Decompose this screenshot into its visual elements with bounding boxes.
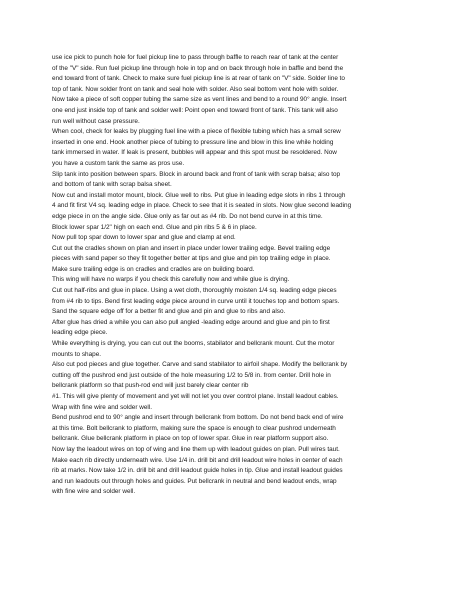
text-line: and bottom of tank with scrap balsa sheet.	[52, 181, 172, 189]
text-line: Make each rib directly underneath wire. Use 1/4 in. drill bit and drill leadout wire holes in center of each	[52, 456, 343, 464]
text-line: Now cut and install motor mount, block. Glue well to ribs. Put glue in leading edge slots in ribs 1 through	[52, 191, 346, 199]
text-line: After glue has dried a while you can also pull angled -leading edge around and glue and pin to first	[52, 318, 330, 326]
text-line: one end just inside top of tank and solder well: Point open end toward front of tank. This tank will also	[52, 106, 338, 114]
text-line: Now take a piece of soft copper tubing the same size as vent lines and bend to a round 90° angle. Insert	[52, 96, 347, 104]
text-line: mounts to shape.	[52, 350, 102, 358]
text-line: you have a custom tank the same as pros use.	[52, 159, 185, 167]
text-line: run well without case pressure.	[52, 117, 140, 125]
text-line: cutting off the pushrod end just outside of the hole measuring 1/2 to 5/8 in. from center. Drill hole in	[52, 371, 331, 379]
text-line: top of tank. Now solder front on tank and seal hole with solder. Also seal bottom vent hole with solder.	[52, 85, 339, 93]
text-line: Make sure trailing edge is on cradles and cradles are on building board.	[52, 265, 255, 273]
text-line: and run leadouts out through holes and guides. Put bellcrank in neutral and bend leadout ends, wrap	[52, 477, 337, 485]
text-line: Also cut pod pieces and glue together. Carve and sand stabilator to airfoil shape. Modify the bellcrank by	[52, 361, 348, 369]
text-line: leading edge piece.	[52, 329, 108, 337]
text-line: with fine wire and solder well.	[52, 488, 136, 496]
text-line: While everything is drying, you can cut out the booms, stabilator and bellcrank mount. Cut the motor	[52, 340, 335, 348]
text-line: at this time. Bolt bellcrank to platform, making sure the space is enough to clear pushrod underneath	[52, 424, 336, 432]
text-line: from #4 rib to tips. Bend first leading edge piece around in curve until it touches top and bottom spars.	[52, 297, 340, 305]
text-line: pieces with sand paper so they fit together better at tips and glue and pin top trailing edge in place.	[52, 255, 331, 263]
text-line: Cut out half-ribs and glue in place. Using a wet cloth, thoroughly moisten 1/4 sq. leading edge pieces	[52, 287, 337, 295]
text-line: use ice pick to punch hole for fuel pickup line to pass through baffle to reach rear of tank at the center	[52, 54, 339, 61]
text-line: of the "V" side. Run fuel pickup line through hole in top and on back through hole in baffle and bend the	[52, 64, 344, 72]
text-line: bellcrank platform so that push-rod end will just barely clear center rib	[52, 382, 249, 390]
text-line: Wrap with fine wire and solder well.	[52, 403, 153, 411]
text-line: 4 and fit first V4 sq. leading edge in place. Check to see that it is seated in slots. Now glue second leading	[52, 202, 352, 210]
text-line: Now lay the leadout wires on top of wing and line them up with leadout guides on plan. Pull wires taut.	[52, 445, 340, 453]
text-line: Slip tank into position between spars. Block in around back and front of tank with scrap balsa; also top	[52, 170, 341, 178]
instruction-text-block	[52, 53, 416, 498]
text-line: #1. This will give plenty of movement and yet will not let you over control plane. Install leadout cables.	[52, 393, 339, 400]
text-line: bellcrank. Glue bellcrank platform in place on top of lower spar. Glue in rear platform support also.	[52, 435, 329, 443]
text-line: When cool, check for leaks by plugging fuel line with a piece of flexible tubing which has a small screw	[52, 128, 341, 136]
text-line: rib at marks. Now take 1/2 in. drill bit and drill leadout guide holes in tip. Glue and install leadout guides	[52, 467, 343, 475]
text-line: tank immersed in water. If leak is present, bubbles will appear and this spot must be resoldered. Now	[52, 149, 337, 157]
text-line: Bend pushrod end to 90° angle and insert through bellcrank from bottom. Do not bend back end of wire	[52, 414, 344, 422]
text-line: Now pull top spar down to lower spar and glue and clamp at end.	[52, 234, 236, 242]
text-line: Block lower spar 1/2" high on each end. Glue and pin ribs 5 & 6 in place.	[52, 223, 257, 231]
text-line: Cut out the cradles shown on plan and insert in place under lower trailing edge. Bevel trailing edge	[52, 244, 331, 252]
text-line: Sand the square edge off for a better fit and glue and pin and glue to ribs and also.	[52, 308, 286, 316]
text-line: This wing will have no warps if you check this carefully now and while glue is drying.	[52, 276, 290, 284]
text-line: inserted in one end. Hook another piece of tubing to pressure line and blow in this line while holding	[52, 138, 334, 146]
text-line: edge piece in on the angle side. Glue only as far out as #4 rib. Do not bend curve in at this time.	[52, 212, 323, 220]
text-line: end toward front of tank. Check to make sure fuel pickup line is at rear of tank on "V" side. Solder line to	[52, 75, 345, 83]
